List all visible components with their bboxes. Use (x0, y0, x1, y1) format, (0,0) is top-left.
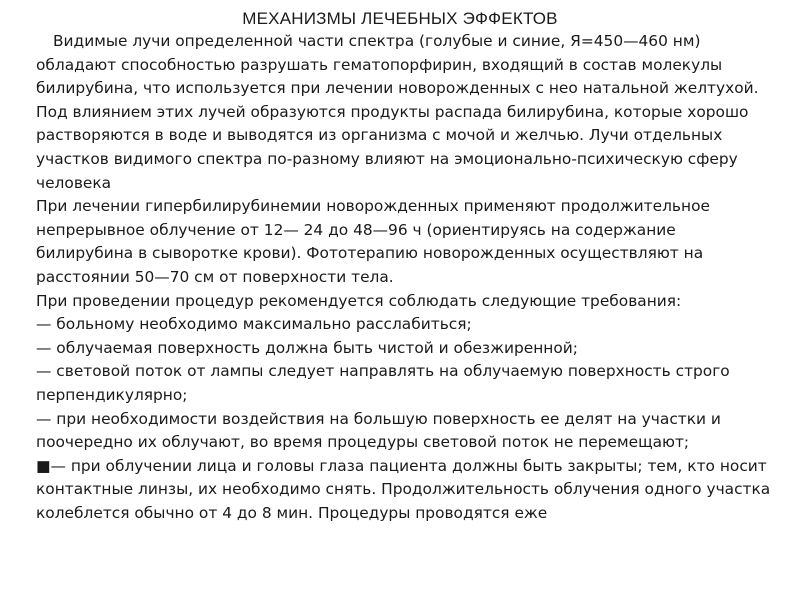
list-item-relax: — больному необходимо максимально расслабиться; (36, 315, 472, 334)
list-item-face-eyes: ■— при облучении лица и головы глаза пациента должны быть закрыты; тем, кто носит контактные линзы, их необходимо снять. Продолжительность облучения одного участка колеблется обычно от 4 до 8 мин. Процедуры проводятся еже (36, 456, 771, 522)
document-title: МЕХАНИЗМЫ ЛЕЧЕБНЫХ ЭФФЕКТОВ (242, 9, 558, 28)
paragraph-visible-light: Видимые лучи определенной части спектра (голубые и синие, Я=450—460 нм) обладают способностью разрушать гематопорфирин, входящий в состав молекулы билирубина, что используется при лечении новорожденных с нео натальной желтухой. Под влиянием этих лучей образуются продукты распада билирубина, которые хорошо растворяются в воде и выводятся из организма с мочой и желчью. Лучи отдельных участков видимого спектра по-разному влияют на эмоционально-психическую сферу человека (36, 32, 759, 192)
list-item-clean-surface: — облучаемая поверхность должна быть чистой и обезжиренной; (36, 338, 578, 357)
list-item-large-surface: — при необходимости воздействия на большую поверхность ее делят на участки и поочередно их облучают, во время процедуры световой поток не перемещают; (36, 409, 721, 452)
document-body (36, 30, 776, 525)
paragraph-requirements-intro: При проведении процедур рекомендуется соблюдать следующие требования: (36, 291, 682, 310)
paragraph-hyperbilirubinemia: При лечении гипербилирубинемии новорожденных применяют продолжительное непрерывное облучение от 12— 24 до 48—96 ч (ориентируясь на содержание билирубина в сыворотке крови). Фототерапию новорожденных осуществляют на расстоянии 50—70 см от поверхности тела. (36, 197, 710, 286)
list-item-perpendicular: — световой поток от лампы следует направлять на облучаемую поверхность строго перпендикулярно; (36, 362, 730, 404)
